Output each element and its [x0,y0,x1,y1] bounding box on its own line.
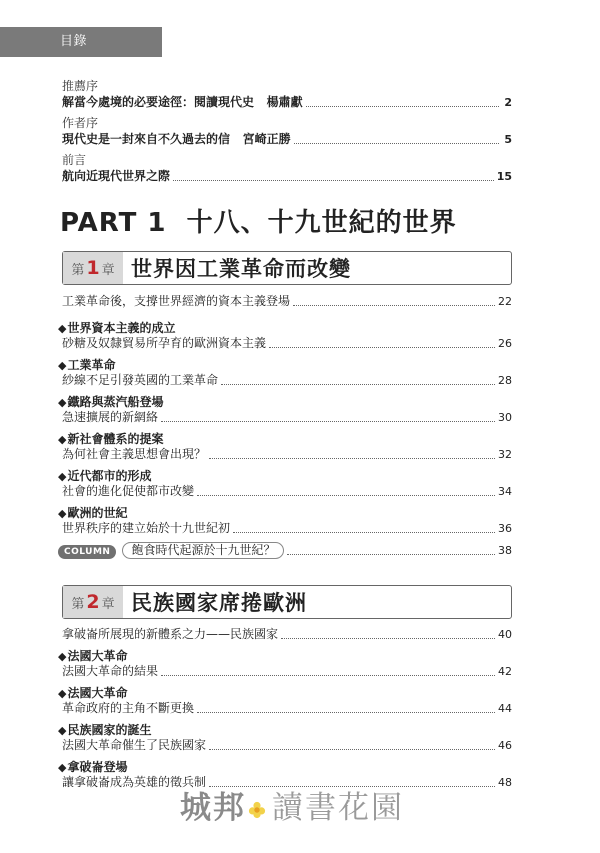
chapter-2-banner[interactable] [62,585,512,619]
section-heading: ◆歐洲的世紀 [58,506,128,520]
section-heading: ◆世界資本主義的成立 [58,321,176,335]
section-entry[interactable] [62,520,512,537]
toc-entry-title: 工業革命後，支撐世界經濟的資本主義登場 [62,294,291,308]
leader-dots [209,748,495,750]
intro-label-recommend: 推薦序 [62,79,99,93]
toc-entry-title: 航向近現代世界之際 [62,169,171,183]
toc-entry-title: 紗線不足引發英國的工業革命 [62,373,219,387]
watermark-brand: 城邦 [180,790,246,826]
section-heading: ◆近代都市的形成 [58,469,152,483]
part-heading [60,206,457,240]
watermark [180,782,404,827]
chapter-1-banner[interactable] [62,251,512,285]
leader-dots [197,494,495,496]
section-entry[interactable] [62,446,512,463]
page-number: 44 [498,702,512,715]
toc-entry-title: 砂糖及奴隸貿易所孕育的歐洲資本主義 [62,336,267,350]
section-heading: ◆法國大革命 [58,649,128,663]
toc-entry-author-preface[interactable] [62,131,512,148]
intro-label-foreword: 前言 [62,153,87,167]
chapter-title: 民族國家席捲歐洲 [131,591,307,615]
part-title: 十八、十九世紀的世界 [186,208,457,238]
chapter-2-lead-entry[interactable] [62,626,512,643]
toc-entry-title: 為何社會主義思想會出現？ [62,447,207,461]
page-number: 34 [498,485,512,498]
page-number: 22 [498,295,512,308]
leader-dots [233,531,495,533]
contents-header-tab [0,27,162,79]
section-entry[interactable] [62,372,512,389]
watermark-text: 讀書花園 [272,790,404,826]
page-number: 46 [498,739,512,752]
page-number: 36 [498,522,512,535]
toc-entry-title: 革命政府的主角不斷更換 [62,701,195,715]
leader-dots [161,674,495,676]
toc-entry-title: 解當今處境的必要途徑：閱讀現代史 [62,95,255,109]
section-heading: ◆民族國家的誕生 [58,723,152,737]
leader-dots [269,346,495,348]
column-title: 飽食時代起源於十九世紀？ [122,542,284,559]
leader-dots [306,105,499,107]
page-number: 28 [498,374,512,387]
section-entry[interactable] [62,409,512,426]
intro-label-author-preface: 作者序 [62,116,99,130]
section-entry[interactable] [62,663,512,680]
toc-entry-title: 法國大革命催生了民族國家 [62,738,207,752]
leader-dots [293,304,495,306]
section-heading: ◆工業革命 [58,358,116,372]
contents-label-cn: 目錄 [60,34,88,49]
section-entry[interactable] [62,737,512,754]
toc-entry-foreword[interactable] [62,168,512,185]
page-number: 32 [498,448,512,461]
toc-entry-title: 現代史是一封來自不久過去的信 [62,132,231,146]
leader-dots [161,420,495,422]
toc-entry-title: 法國大革命的結果 [62,664,159,678]
toc-entry-author: 楊肅獻 [266,95,303,109]
toc-entry-title: 世界秩序的建立始於十九世紀初 [62,521,231,535]
page-number: 38 [498,544,512,557]
section-heading: ◆拿破崙登場 [58,760,128,774]
section-entry[interactable] [62,335,512,352]
page-number: 5 [504,133,512,146]
chapter-1-lead-entry[interactable] [62,293,512,310]
page-number: 2 [504,96,512,109]
leader-dots [287,553,495,555]
section-heading: ◆法國大革命 [58,686,128,700]
contents-label-en: CONTENTS [64,64,140,79]
leader-dots [294,142,499,144]
column-entry[interactable] [58,542,512,559]
chapter-title: 世界因工業革命而改變 [131,257,351,281]
toc-entry-title: 讓拿破崙成為英雄的徵兵制 [62,775,207,789]
toc-entry-title: 社會的進化促使都市改變 [62,484,195,498]
page-number: 15 [496,170,512,183]
section-heading: ◆新社會體系的提案 [58,432,164,446]
section-entry[interactable] [62,483,512,500]
page-number: 30 [498,411,512,424]
part-prefix: PART 1 [60,208,167,238]
toc-entry-title: 急速擴展的新網絡 [62,410,159,424]
chapter-number-tag: 第 1 章 [63,252,123,284]
leader-dots [173,179,494,181]
section-heading: ◆鐵路與蒸汽船登場 [58,395,164,409]
page-number: 40 [498,628,512,641]
leader-dots [281,637,495,639]
section-entry[interactable] [62,700,512,717]
leader-dots [197,711,495,713]
toc-entry-author: 宮崎正勝 [242,132,291,146]
toc-entry-title: 拿破崙所展現的新體系之力——民族國家 [62,627,279,641]
toc-entry-recommend[interactable] [62,94,512,111]
page-number: 48 [498,776,512,789]
leader-dots [209,457,495,459]
column-badge: COLUMN [58,545,116,559]
flower-icon [248,801,266,819]
page-number: 42 [498,665,512,678]
chapter-number-tag: 第 2 章 [63,586,123,618]
page-number: 26 [498,337,512,350]
leader-dots [221,383,495,385]
